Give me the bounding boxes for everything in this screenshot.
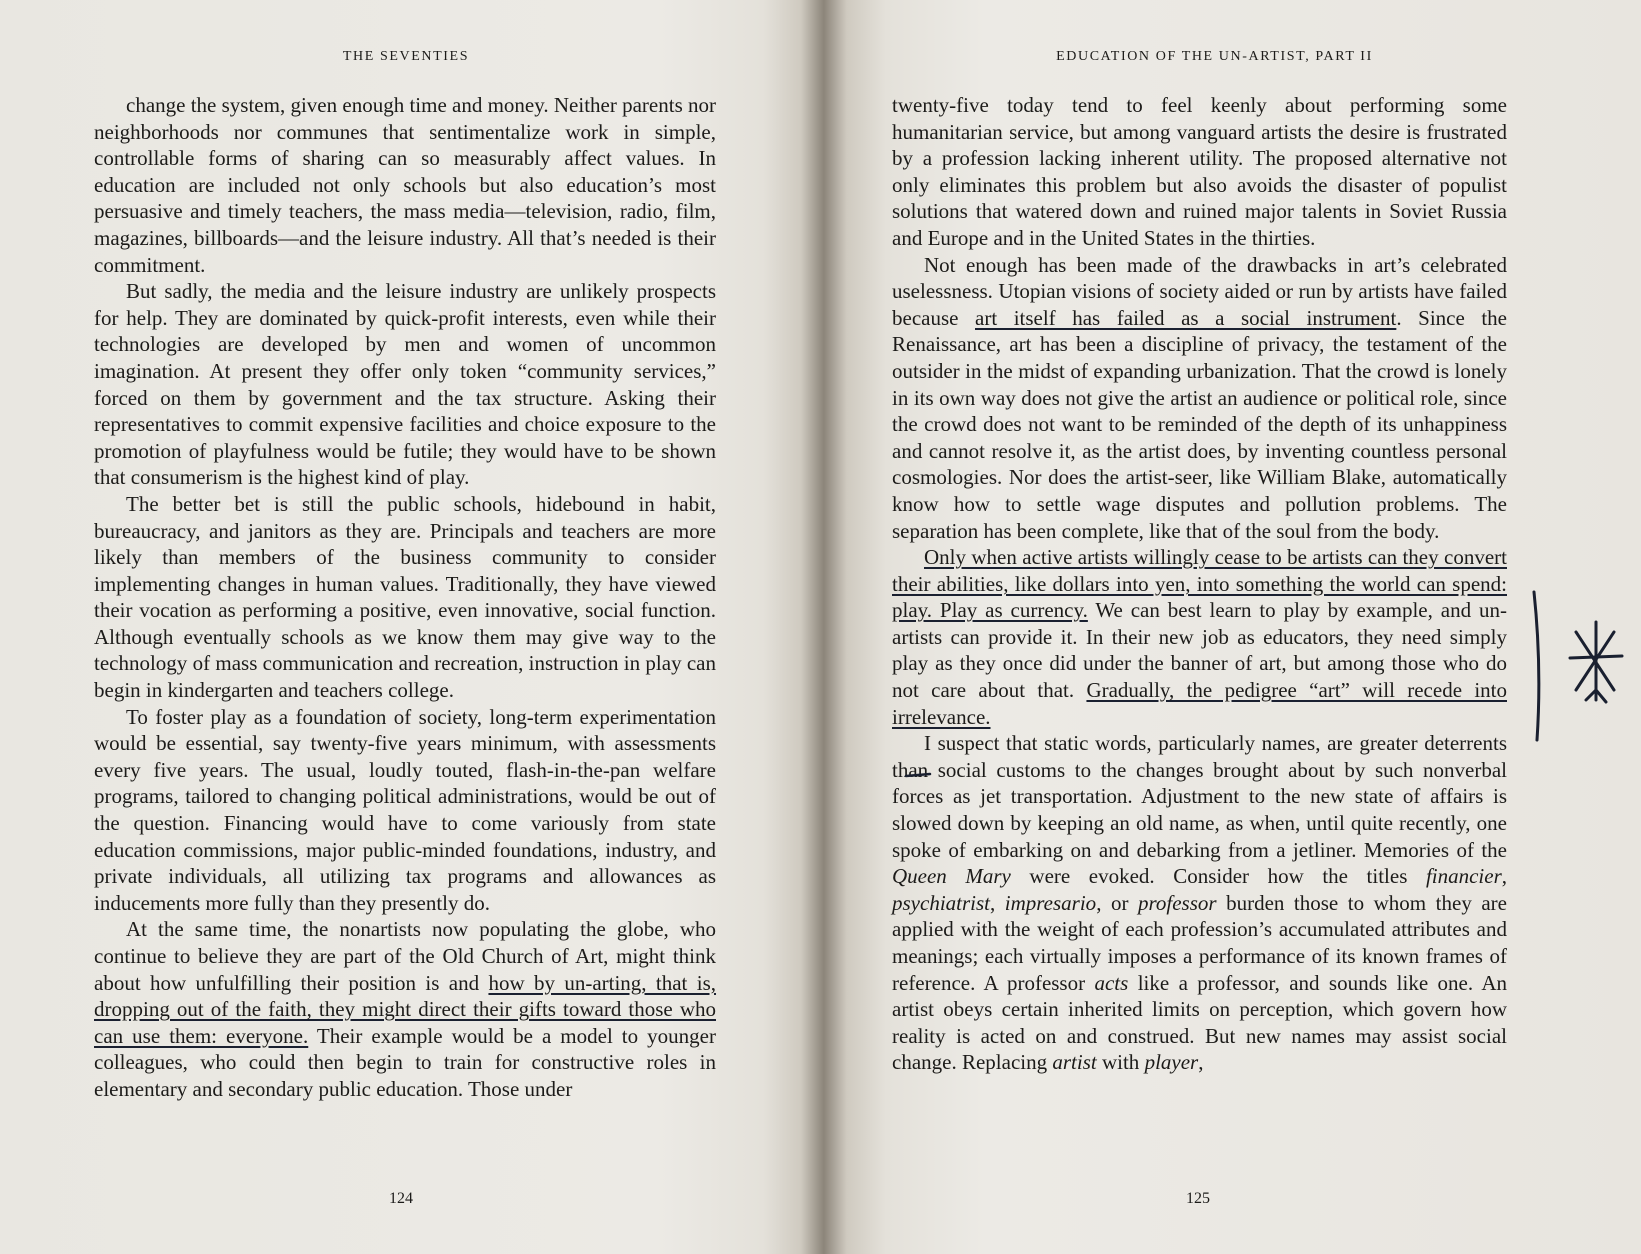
text-run: twenty-five today tend to feel keenly about performing some humanitarian service, but among vanguard artists the desire is frustrated by a profession lacking inherent utility. The proposed alternative not only eliminates this problem but also avoids the disaster of populist solutions that watered down and ruined major talents in Soviet Russia and Europe and in the United States in the thirties. — [892, 93, 1507, 250]
italic-term: psychiatrist — [892, 890, 990, 915]
right-page — [840, 0, 1641, 1254]
right-running-head: EDUCATION OF THE UN-ARTIST, PART II — [1056, 49, 1373, 64]
text-run: I suspect that static words, particularly names, are greater deterrents than social customs to the changes brought about by such nonverbal forces as jet transportation. Adjustment to the new state of affairs is slowed down by keeping an old name, as when, until quite recently, one spoke of embarking on and debarking from a jetliner. Memories of the — [892, 731, 1507, 862]
text-run: change the system, given enough time and money. Neither parents nor neighborhoods nor communes that sentimentalize work in simple, controllable forms of sharing can so measurably affect values. In education are included not only schools but also education’s most persuasive and timely teachers, the mass media—television, radio, film, magazines, billboards—and the leisure industry. All that’s needed is their commitment. — [94, 93, 716, 277]
right-page-text — [892, 92, 1507, 1076]
text-run: like a professor, and sounds like one. An artist obeys certain inherited limits on perception, which govern how reality is acted on and construed. But new names may assist social change. Replacing — [892, 970, 1507, 1075]
italic-term: acts — [1094, 970, 1129, 995]
paragraph — [892, 92, 1507, 252]
italic-term: artist — [1052, 1050, 1097, 1075]
text-run: We can best learn to play by example, and un-artists can provide it. In their new job as educators, they need simply play as they once did under the banner of art, but among those who do not care about that. — [892, 598, 1507, 703]
paragraph — [94, 278, 716, 491]
italic-term: financier — [1425, 864, 1502, 889]
underlined-passage: art itself has failed as a social instrument — [975, 305, 1397, 330]
text-run: The better bet is still the public schools, hidebound in habit, bureaucracy, and janitors as they are. Principals and teachers are more likely than members of the business community to consider implementing changes in human values. Traditionally, they have viewed their vocation as performing a positive, even innovative, social function. Although eventually schools as we know them may give way to the technology of mass communication and recreation, instruction in play can begin in kindergarten and teachers college. — [94, 491, 716, 703]
left-page — [0, 0, 800, 1254]
paragraph — [94, 92, 716, 278]
text-run: , or — [1096, 890, 1138, 915]
italic-term: player — [1144, 1050, 1199, 1075]
text-run: To foster play as a foundation of society, long-term experimentation would be essential, say twenty-five years minimum, with assessments every five years. The usual, loudly touted, flash-in-the-pan welfare programs, tailored to changing political administrations, would be out of the question. Financing would have to come variously from state education commissions, major public-minded foundations, industry, and private individuals, all utilizing tax programs and allowances as inducements more fully than they presently do. — [94, 704, 716, 915]
paragraph — [94, 491, 716, 704]
italic-term: impresario — [1004, 890, 1097, 915]
text-run: Their example would be a model to younger colleagues, who could then begin to train for constructive roles in elementary and secondary public education. Those under — [94, 1023, 716, 1101]
italic-term: professor — [1137, 890, 1217, 915]
paragraph — [892, 730, 1507, 1076]
paragraph — [892, 252, 1507, 545]
right-page-number: 125 — [1186, 1190, 1210, 1207]
underlined-passage: Only when active artists willingly cease to be artists can they convert their abilities, like dollars into yen, into something the world can spend: play. Play as currency. — [892, 545, 1507, 623]
text-run: At the same time, the nonartists now populating the globe, who continue to believe they are part of the Old Church of Art, might think about how unfulfilling their position is and — [94, 917, 716, 995]
text-run: , — [990, 890, 1005, 915]
left-page-number: 124 — [389, 1190, 413, 1207]
paragraph — [892, 544, 1507, 730]
underlined-passage: how by un-arting, that is, dropping out of the faith, they might direct their gifts toward those who can use them: everyone. — [94, 970, 717, 1048]
paragraph — [94, 916, 716, 1102]
left-running-head: THE SEVENTIES — [342, 49, 470, 64]
text-run: burden those to whom they are applied with the weight of each profession’s accumulated attributes and meanings; each virtually imposes a performance of its known frames of reference. A professor — [892, 890, 1507, 995]
text-run: , — [1198, 1050, 1204, 1075]
text-run: were evoked. Consider how the titles — [1010, 864, 1426, 889]
paragraph — [94, 704, 716, 917]
text-run: . Since the Renaissance, art has been a discipline of privacy, the testament of the outsider in the midst of expanding urbanization. That the crowd is lonely in its own way does not give the artist an audience or political role, since the crowd does not want to be reminded of the depth of its unhappiness and cannot resolve it, as the artist does, by inventing countless personal cosmologies. Nor does the artist-seer, like William Blake, automatically know how to settle wage disputes and pollution problems. The separation has been complete, like that of the soul from the body. — [892, 305, 1507, 543]
text-run: with — [1096, 1050, 1145, 1075]
italic-term: Queen Mary — [892, 864, 1011, 889]
text-run: , — [1501, 864, 1508, 889]
text-run: Not enough has been made of the drawbacks in art’s celebrated uselessness. Utopian visions of society aided or run by artists have failed because — [892, 252, 1507, 330]
underlined-passage: Gradually, the pedigree “art” will recede into irrelevance. — [892, 678, 1507, 729]
text-run: But sadly, the media and the leisure industry are unlikely prospects for help. They are dominated by quick-profit interests, even while their technologies are developed by men and women of uncommon imagination. At present they offer only token “community services,” forced on them by government and the tax structure. Asking their representatives to commit expensive facilities and choice exposure to the promotion of playfulness would be futile; they would have to be shown that consumerism is the highest kind of play. — [94, 279, 716, 490]
left-page-text — [94, 92, 716, 1103]
